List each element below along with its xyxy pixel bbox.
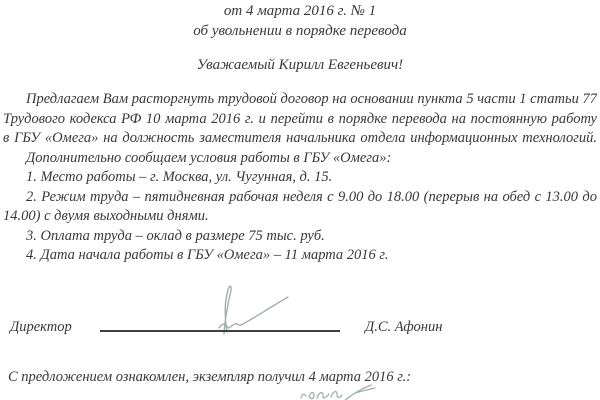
greeting-line: Уважаемый Кирилл Евгеньевич!	[196, 57, 404, 73]
body-line: Предлагаем Вам расторгнуть трудовой договор на основании пункта 5 части 1 статьи 77	[26, 91, 597, 107]
body-line: Дополнительно сообщаем условия работы в ГБУ «Омега»:	[26, 149, 392, 166]
director-role-label: Директор	[10, 319, 72, 335]
letter-header	[0, 1, 600, 41]
recipient-handwritten-signature-partial-icon	[295, 384, 395, 400]
list-item-schedule-continuation: 14.00) с двумя выходными днями.	[3, 208, 209, 224]
list-item-schedule: 2. Режим труда – пятидневная рабочая неделя с 9.00 до 18.00 (перерыв на обед с 13.00 до	[26, 188, 597, 205]
director-name: Д.С. Афонин	[365, 319, 443, 335]
list-item-start-date: 4. Дата начала работы в ГБУ «Омега» – 11 марта 2016 г.	[26, 247, 389, 263]
signature-line	[100, 330, 340, 332]
letter-body	[3, 90, 597, 266]
subject-line: об увольнении в порядке перевода	[193, 23, 407, 39]
body-line: Трудового кодекса РФ 10 марта 2016 г. и перейти в порядке перевода на постоянную работу	[3, 110, 597, 127]
date-number-line: от 4 марта 2016 г. № 1	[223, 3, 377, 19]
list-item-workplace: 1. Место работы – г. Москва, ул. Чугунная, д. 15.	[26, 169, 333, 185]
acknowledgement-line: С предложением ознакомлен, экземпляр получил 4 марта 2016 г.:	[8, 369, 412, 385]
list-item-salary: 3. Оплата труда – оклад в размере 75 тыс. руб.	[26, 227, 325, 244]
body-line: в ГБУ «Омега» на должность заместителя начальника отдела информационных технологий.	[3, 130, 597, 146]
